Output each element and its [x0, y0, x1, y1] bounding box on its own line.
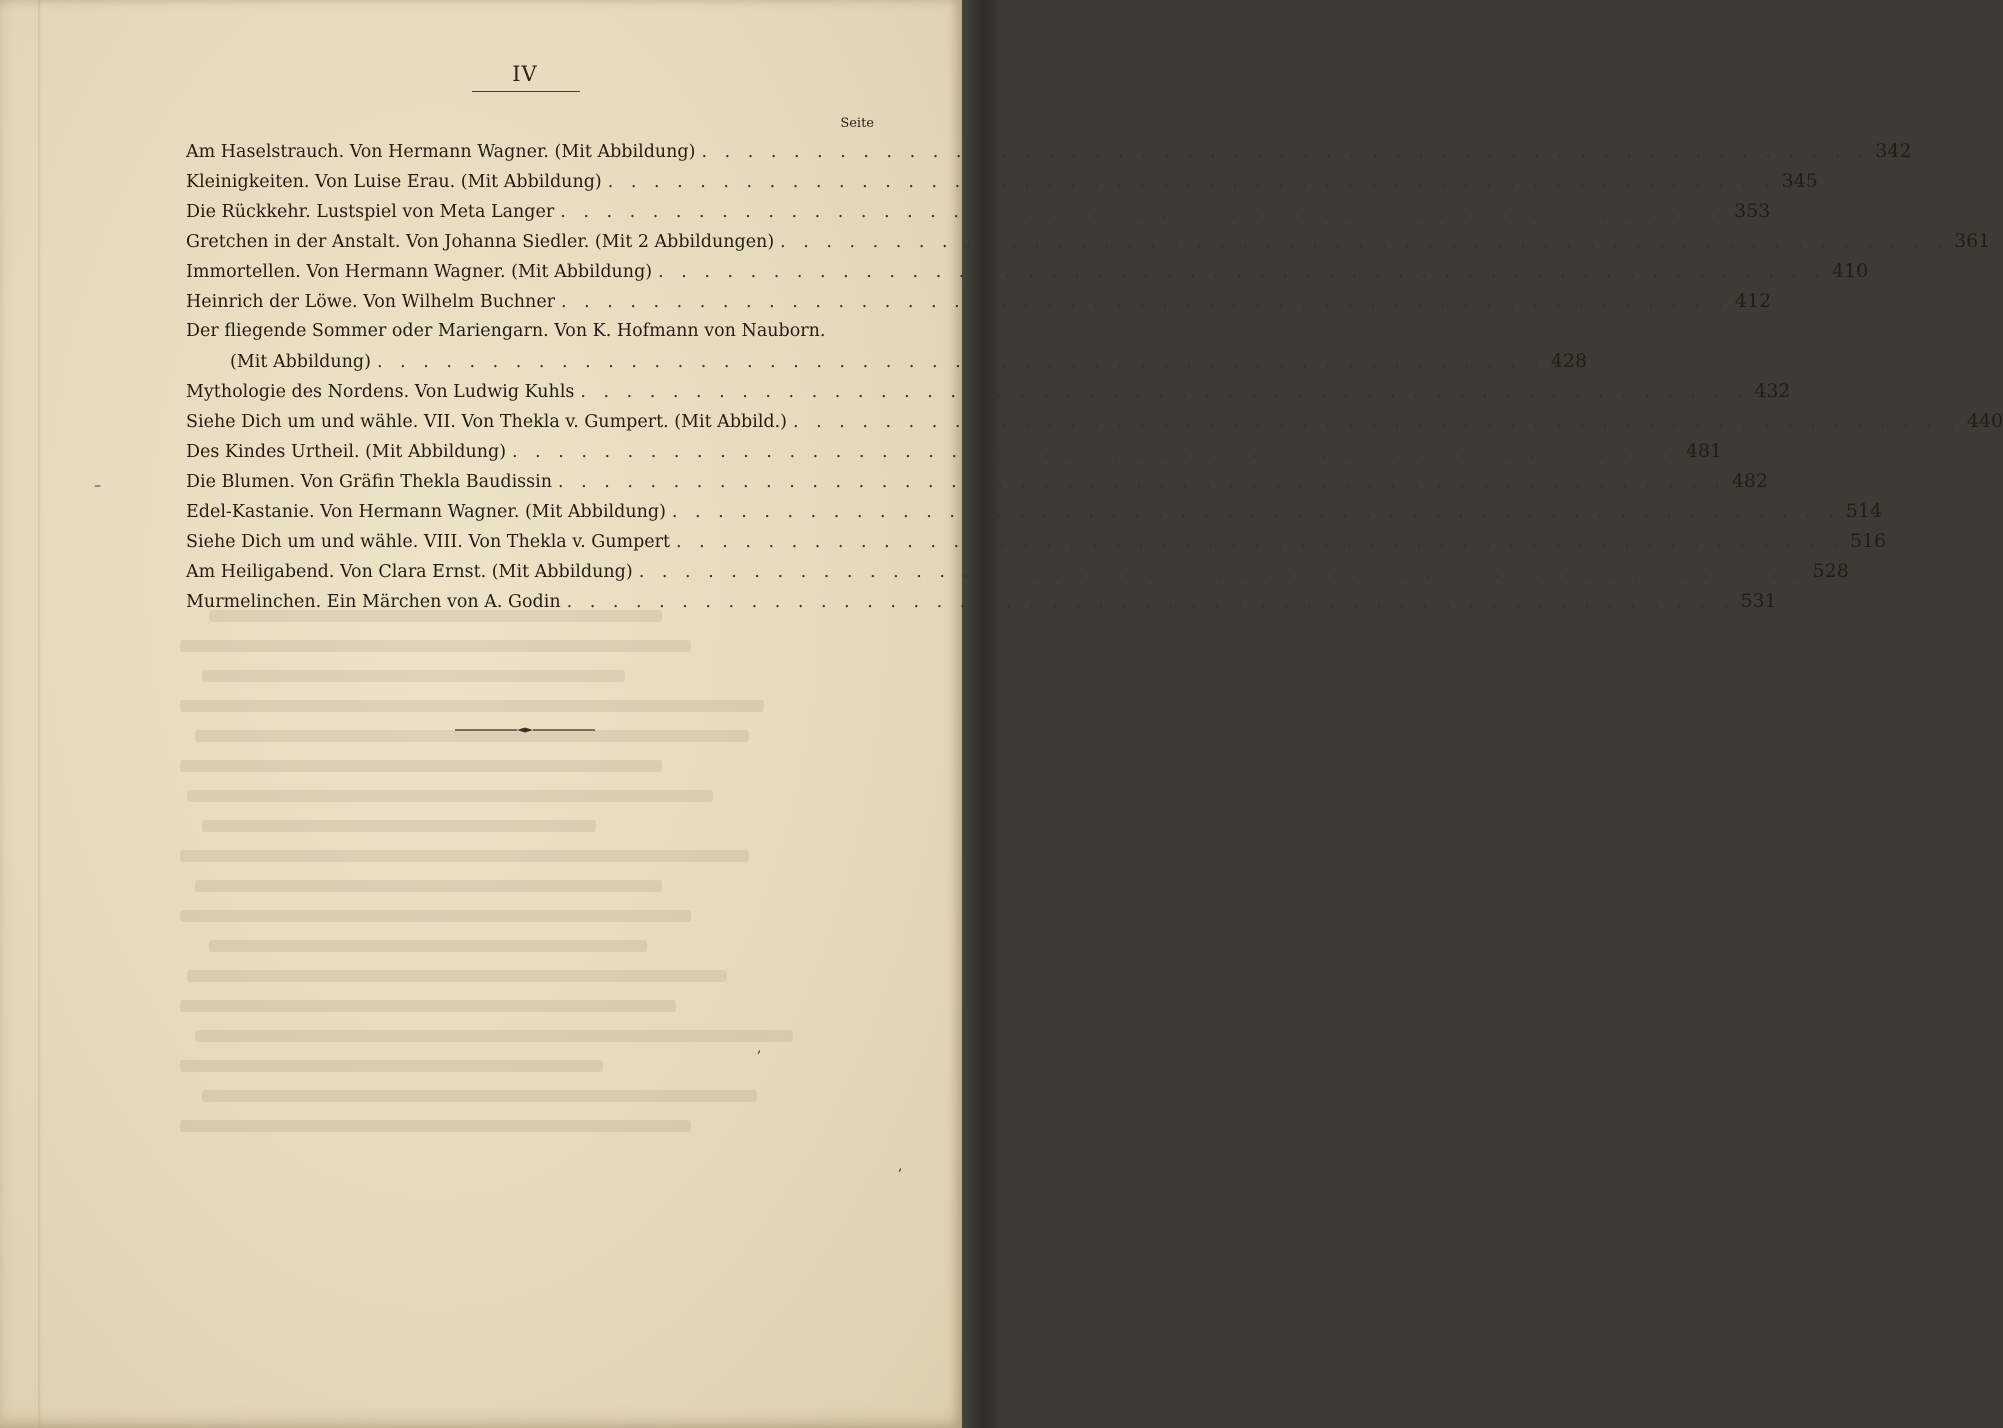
dot-leader: . . . . . . . . . . . . . . . . . . . . . . . . . . . . . . . . . . . . . . . . . . . . . . . . . . . — [566, 592, 1735, 612]
toc-entry — [186, 196, 1771, 226]
toc-entry — [186, 496, 1883, 526]
toc-entry — [186, 526, 1887, 556]
toc-page-number: 440 — [1966, 410, 2003, 432]
toc-entry-title: Des Kindes Urtheil. (Mit Abbildung) — [186, 442, 507, 462]
toc-entry — [186, 226, 1991, 256]
dot-leader: . . . . . . . . . . . . . . . . . . . . . . . . . . . . . . . . . . . . . . . . . . . . . . . . . . . — [780, 232, 1948, 252]
toc-entry-title: Die Rückkehr. Lustspiel von Meta Langer — [186, 202, 555, 222]
toc-page-number: 531 — [1740, 590, 1777, 612]
toc-entry-title: Mythologie des Nordens. Von Ludwig Kuhls — [186, 382, 575, 402]
bleed-through-text — [180, 610, 910, 1200]
toc-entry-title: Der fliegende Sommer oder Mariengarn. Von K. Hofmann von Nauborn. — [186, 321, 826, 341]
dot-leader: . . . . . . . . . . . . . . . . . . . . . . . . . . . . . . . . . . . . . . . . . . . . . . . . . . . — [701, 142, 1870, 162]
gutter-shadow — [38, 0, 41, 1428]
toc-entry-title: Am Heiligabend. Von Clara Ernst. (Mit Abbildung) — [186, 562, 633, 582]
toc-entry-title: Kleinigkeiten. Von Luise Erau. (Mit Abbildung) — [186, 172, 602, 192]
toc-page-number: 345 — [1781, 170, 1818, 192]
toc-entry — [186, 256, 1869, 286]
toc-entry-title: Am Haselstrauch. Von Hermann Wagner. (Mit Abbildung) — [186, 142, 696, 162]
toc-page-number: 410 — [1831, 260, 1869, 282]
toc-entry — [186, 586, 1777, 616]
toc-page-number: 482 — [1731, 470, 1769, 492]
toc-entry-title: Gretchen in der Anstalt. Von Johanna Siedler. (Mit 2 Abbildungen) — [186, 232, 775, 252]
dot-leader: . . . . . . . . . . . . . . . . . . . . . . . . . . . . . . . . . . . . . . . . . . . . . . . . . . . — [638, 562, 1807, 582]
dot-leader: . . . . . . . . . . . . . . . . . . . . . . . . . . . . . . . . . . . . . . . . . . . . . . . . . . . — [658, 262, 1826, 282]
toc-page-number: 342 — [1875, 140, 1912, 162]
toc-entry — [186, 346, 1588, 376]
table-of-contents — [186, 136, 2003, 616]
toc-entry-title: Edel-Kastanie. Von Hermann Wagner. (Mit Abbildung) — [186, 502, 666, 522]
stray-mark: , — [757, 1040, 762, 1056]
page-column-label: Seite — [840, 116, 874, 131]
dot-leader: . . . . . . . . . . . . . . . . . . . . . . . . . . . . . . . . . . . . . . . . . . . . . . . . . . . — [580, 382, 1749, 402]
stray-mark: – — [94, 478, 101, 494]
dot-leader: . . . . . . . . . . . . . . . . . . . . . . . . . . . . . . . . . . . . . . . . . . . . . . . . . . . — [558, 472, 1726, 492]
page-number: IV — [512, 62, 538, 86]
toc-page-number: 528 — [1812, 560, 1849, 582]
header-rule — [472, 91, 580, 92]
toc-page-number: 481 — [1685, 440, 1723, 462]
toc-entry-title: Immortellen. Von Hermann Wagner. (Mit Abbildung) — [186, 262, 653, 282]
dot-leader: . . . . . . . . . . . . . . . . . . . . . . . . . . . . . . . . . . . . . . . . . . . . . . . . . . . — [607, 172, 1776, 192]
toc-entry-title: Heinrich der Löwe. Von Wilhelm Buchner — [186, 292, 556, 312]
toc-page-number: 361 — [1954, 230, 1991, 252]
toc-entry — [186, 406, 2003, 436]
toc-entry — [186, 286, 1772, 316]
toc-page-number: 428 — [1550, 350, 1588, 372]
toc-page-number: 353 — [1734, 200, 1771, 222]
toc-entry — [186, 436, 1723, 466]
toc-entry-title: Murmelinchen. Ein Märchen von A. Godin — [186, 592, 561, 612]
dot-leader: . . . . . . . . . . . . . . . . . . . . . . . . . . . . . . . . . . . . . . . . . . . . . . . . . . . — [512, 442, 1680, 462]
dot-leader: . . . . . . . . . . . . . . . . . . . . . . . . . . . . . . . . . . . . . . . . . . . . . . . . . . . — [561, 292, 1729, 312]
toc-entry-title: Die Blumen. Von Gräfin Thekla Baudissin — [186, 472, 552, 492]
toc-entry — [186, 376, 1791, 406]
toc-entry-title: Siehe Dich um und wähle. VIII. Von Thekla v. Gumpert — [186, 532, 671, 552]
dot-leader: . . . . . . . . . . . . . . . . . . . . . . . . . . . . . . . . . . . . . . . . . . . . . . . . . . . — [671, 502, 1840, 522]
toc-entry — [186, 556, 1849, 586]
toc-page-number: 516 — [1849, 530, 1887, 552]
dot-leader: . . . . . . . . . . . . . . . . . . . . . . . . . . . . . . . . . . . . . . . . . . . . . . . . . . . — [793, 412, 1961, 432]
stray-mark: , — [898, 1158, 903, 1174]
toc-entry — [186, 136, 1912, 166]
toc-page-number: 412 — [1734, 290, 1772, 312]
closing-ornament — [455, 727, 595, 733]
toc-entry-title: Siehe Dich um und wähle. VII. Von Thekla v. Gumpert. (Mit Abbild.) — [186, 412, 788, 432]
toc-page-number: 514 — [1845, 500, 1883, 522]
toc-entry-title: (Mit Abbildung) — [230, 352, 371, 372]
toc-page-number: 432 — [1754, 380, 1791, 402]
toc-entry — [186, 166, 1818, 196]
toc-entry — [186, 466, 1769, 496]
dot-leader: . . . . . . . . . . . . . . . . . . . . . . . . . . . . . . . . . . . . . . . . . . . . . . . . . . . — [560, 202, 1729, 222]
dot-leader: . . . . . . . . . . . . . . . . . . . . . . . . . . . . . . . . . . . . . . . . . . . . . . . . . . . — [376, 352, 1545, 372]
dot-leader: . . . . . . . . . . . . . . . . . . . . . . . . . . . . . . . . . . . . . . . . . . . . . . . . . . . — [676, 532, 1844, 552]
